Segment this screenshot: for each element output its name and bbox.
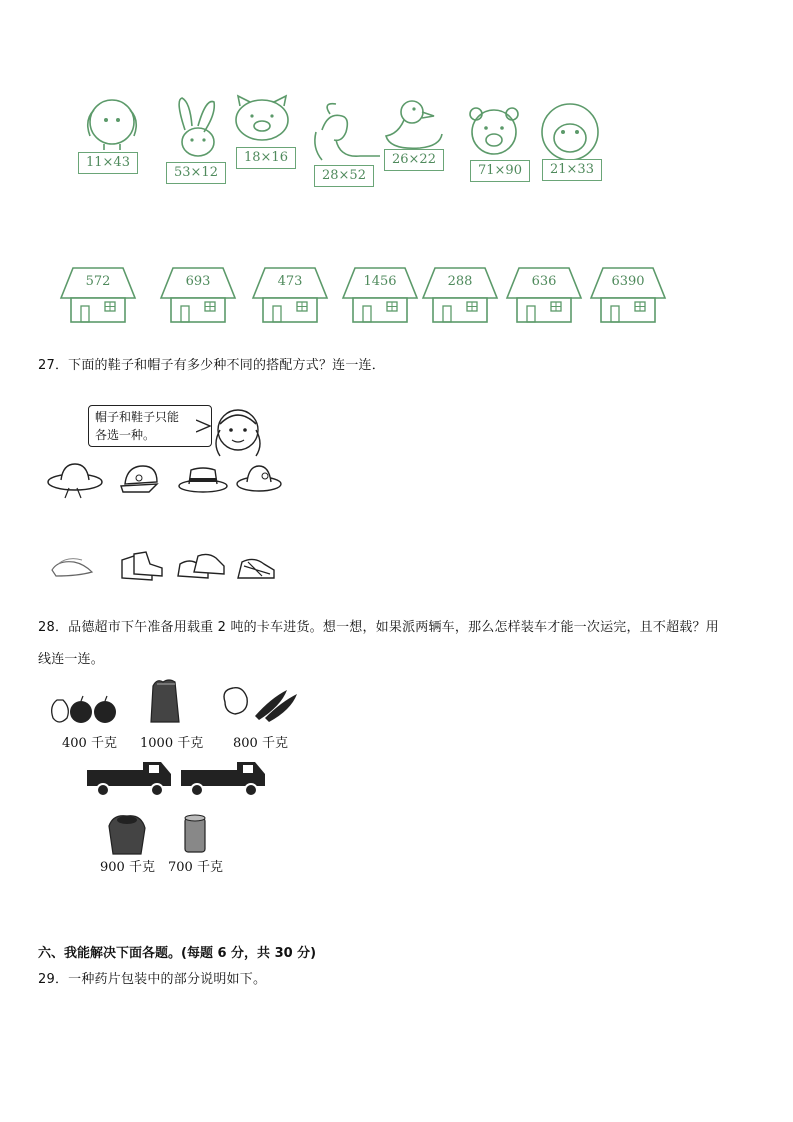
- trucks-illustration: [85, 752, 270, 802]
- question-28-line-1: 28．品德超市下午准备用载重 2 吨的卡车进货。想一想，如果派两辆车，那么怎样装车才能一次运完，且不超载？用: [38, 620, 719, 635]
- speech-bubble: [88, 405, 212, 447]
- bag-icon[interactable]: [109, 816, 145, 854]
- duck-icon: [386, 101, 442, 148]
- sack-icon[interactable]: [151, 680, 179, 722]
- fedora-icon[interactable]: [179, 468, 227, 492]
- goods-bottom-illustration: [105, 808, 215, 856]
- bubble-line-2: 各选一种。: [95, 428, 156, 442]
- bubble-line-1: 帽子和鞋子只能: [95, 410, 180, 424]
- house-number: 572: [85, 274, 111, 289]
- weight-bag: 900 千克: [100, 860, 155, 875]
- sandals-icon[interactable]: [238, 559, 274, 578]
- animal-sign-duck[interactable]: 26×22: [384, 149, 444, 171]
- section-6-title: 六、我能解决下面各题。(每题 6 分，共 30 分): [38, 946, 317, 961]
- fruit-icon[interactable]: [52, 696, 116, 723]
- pig-icon: [236, 96, 288, 140]
- houses-illustration: [55, 258, 675, 328]
- goods-illustration: [45, 672, 315, 732]
- house-number: 693: [185, 274, 211, 289]
- barrel-icon[interactable]: [185, 815, 205, 852]
- weight-barrel: 700 千克: [168, 860, 223, 875]
- animal-sign-goat[interactable]: 28×52: [314, 165, 374, 187]
- bear-icon: [470, 108, 518, 154]
- slipper-icon[interactable]: [52, 559, 92, 576]
- house-number: 473: [277, 274, 303, 289]
- question-29: 29．一种药片包装中的部分说明如下。: [38, 972, 267, 987]
- dog-icon: [88, 100, 137, 150]
- house-number: 6390: [611, 274, 645, 289]
- question-28-line-2: 线连一连。: [38, 652, 105, 667]
- weight-vegetables: 800 千克: [233, 736, 288, 751]
- animal-sign-dog[interactable]: 11×43: [78, 152, 138, 174]
- rabbit-icon: [179, 98, 214, 156]
- boots-icon[interactable]: [122, 552, 162, 580]
- weight-fruit: 400 千克: [62, 736, 117, 751]
- house-number: 1456: [363, 274, 397, 289]
- hats-row: [45, 458, 290, 503]
- question-27: 27．下面的鞋子和帽子有多少种不同的搭配方式？连一连．: [38, 358, 385, 373]
- monkey-icon: [542, 104, 598, 160]
- sneakers-icon[interactable]: [178, 554, 224, 578]
- animal-sign-rabbit[interactable]: 53×12: [166, 162, 226, 184]
- shoes-row: [48, 546, 283, 586]
- weight-sack: 1000 千克: [140, 736, 204, 751]
- animal-sign-pig[interactable]: 18×16: [236, 147, 296, 169]
- cap-icon[interactable]: [121, 466, 157, 492]
- animal-sign-monkey[interactable]: 21×33: [542, 159, 602, 181]
- vegetables-icon[interactable]: [224, 688, 297, 722]
- bonnet-icon[interactable]: [237, 466, 281, 491]
- truck-right-icon[interactable]: [181, 762, 265, 796]
- house-number: 288: [447, 274, 473, 289]
- truck-left-icon[interactable]: [87, 762, 171, 796]
- house-number: 636: [531, 274, 557, 289]
- goat-icon: [315, 104, 380, 160]
- animal-sign-bear[interactable]: 71×90: [470, 160, 530, 182]
- sun-hat-icon[interactable]: [48, 464, 102, 498]
